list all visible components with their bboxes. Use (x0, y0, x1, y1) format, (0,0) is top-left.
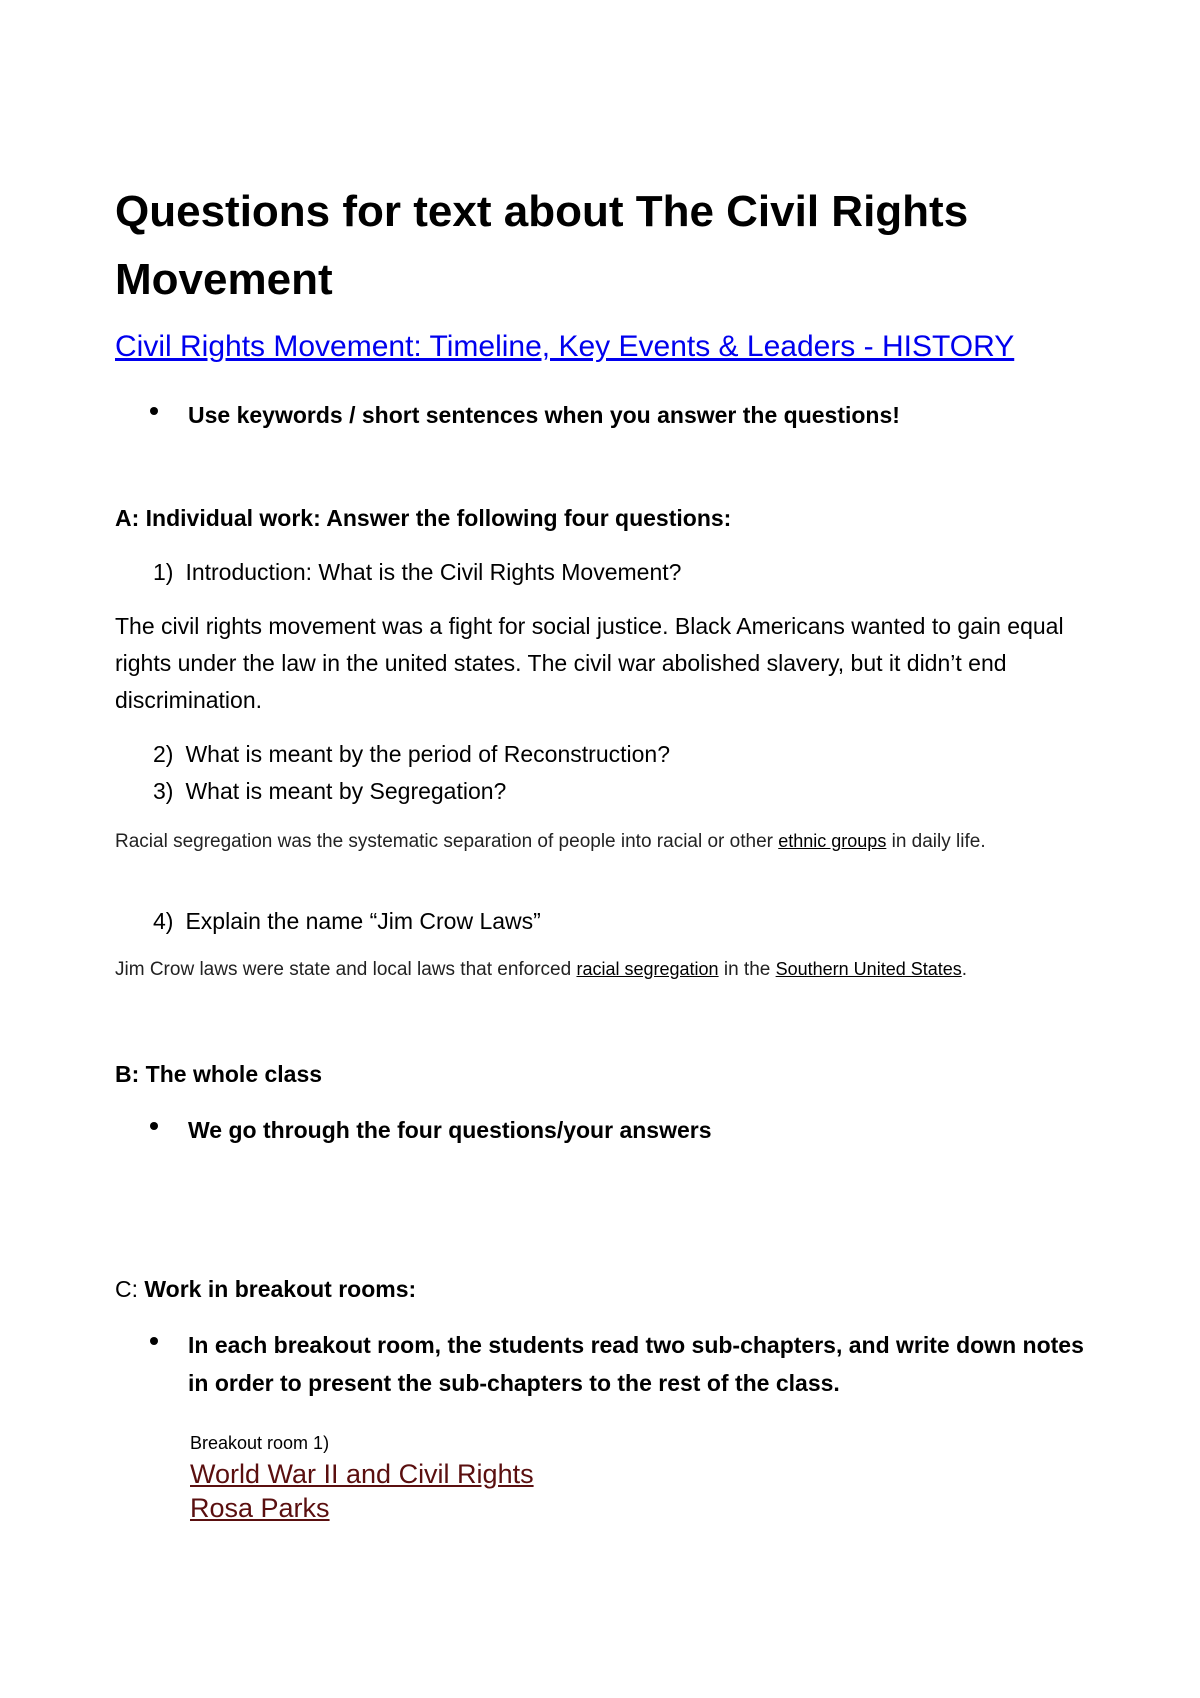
question-3: 3) What is meant by Segregation? (153, 778, 507, 804)
answer-3: Racial segregation was the systematic separation of people into racial or other ethnic groups in daily life. (115, 831, 986, 852)
section-c-heading: C: Work in breakout rooms: (115, 1276, 417, 1302)
intro-bullet-text: Use keywords / short sentences when you answer the questions! (188, 402, 900, 428)
section-b-bullet (150, 1111, 712, 1149)
question-2: 2) What is meant by the period of Reconstruction? (153, 741, 670, 767)
racial-segregation-link[interactable]: racial segregation (576, 959, 719, 979)
section-c-bullet-text: In each breakout room, the students read two sub-chapters, and write down notes in order to present the sub-chapters to the rest of the class. (188, 1332, 1084, 1396)
question-1: 1) Introduction: What is the Civil Rights Movement? (153, 559, 682, 585)
breakout-room-label: Breakout room 1) (190, 1433, 330, 1453)
bullet-icon (150, 1122, 158, 1130)
bullet-icon (150, 1337, 158, 1345)
rosa-parks-link[interactable]: Rosa Parks (190, 1493, 330, 1523)
ethnic-groups-link[interactable]: ethnic groups (778, 831, 887, 851)
answer-1: The civil rights movement was a fight for social justice. Black Americans wanted to gain equal rights under the law in the united states. The civil war abolished slavery, but it didn’t end discrimination. (115, 613, 1064, 713)
section-a-heading: A: Individual work: Answer the following four questions: (115, 505, 732, 531)
world-war-ii-link[interactable]: World War II and Civil Rights (190, 1459, 534, 1489)
question-4: 4) Explain the name “Jim Crow Laws” (153, 908, 541, 934)
history-article-link[interactable]: Civil Rights Movement: Timeline, Key Events & Leaders - HISTORY (115, 330, 1015, 363)
page-title: Questions for text about The Civil Rights Movement (115, 187, 969, 304)
section-c-bullet (150, 1326, 1110, 1402)
southern-united-states-link[interactable]: Southern United States (775, 959, 962, 979)
bullet-icon (150, 407, 158, 415)
intro-bullet (150, 396, 900, 434)
section-b-bullet-text: We go through the four questions/your answers (188, 1117, 712, 1143)
section-b-heading: B: The whole class (115, 1061, 323, 1087)
answer-4: Jim Crow laws were state and local laws that enforced racial segregation in the Southern United States. (115, 959, 968, 980)
